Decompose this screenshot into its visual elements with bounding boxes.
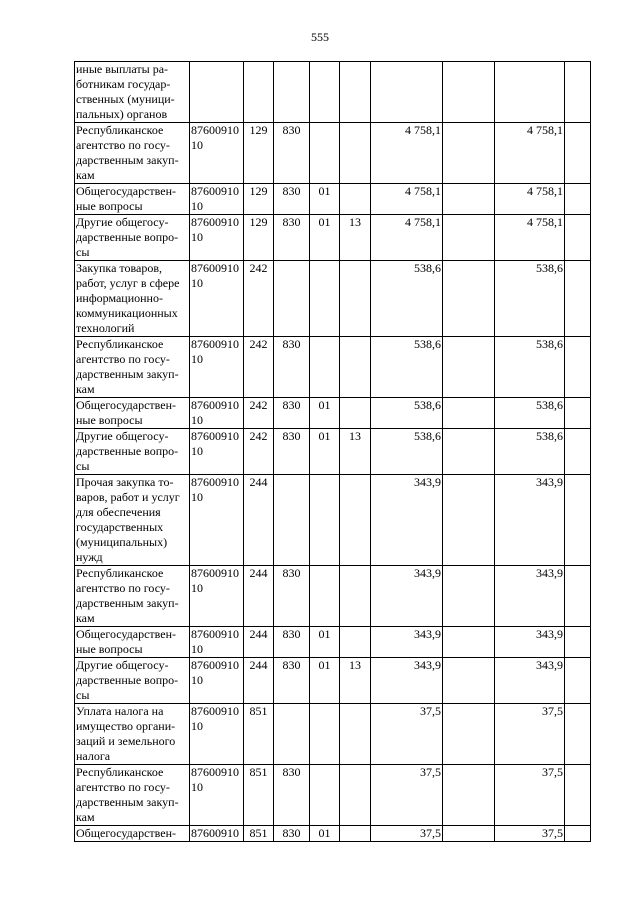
table-row	[75, 704, 591, 765]
section-cell: 01	[310, 658, 340, 704]
amount-second-cell: 37,5	[495, 704, 565, 765]
empty-cell	[565, 475, 591, 566]
target-article-cell: 87600910 10	[190, 337, 244, 398]
amount-second-cell: 343,9	[495, 475, 565, 566]
table-row	[75, 765, 591, 826]
subsection-cell	[340, 337, 371, 398]
budget-table-body	[75, 62, 591, 842]
amount-cell: 343,9	[371, 627, 443, 658]
empty-cell	[443, 475, 495, 566]
section-cell: 01	[310, 184, 340, 215]
empty-cell	[443, 429, 495, 475]
empty-cell	[565, 704, 591, 765]
amount-cell: 4 758,1	[371, 215, 443, 261]
table-row	[75, 398, 591, 429]
empty-cell	[565, 429, 591, 475]
administrator-cell	[274, 475, 310, 566]
amount-second-cell: 343,9	[495, 658, 565, 704]
amount-cell: 538,6	[371, 429, 443, 475]
target-article-cell	[190, 62, 244, 123]
row-name-cell: Общегосударствен- ные вопросы	[75, 184, 190, 215]
empty-cell	[443, 123, 495, 184]
target-article-cell: 87600910 10	[190, 398, 244, 429]
subsection-cell	[340, 826, 371, 842]
target-article-cell: 87600910 10	[190, 658, 244, 704]
section-cell	[310, 566, 340, 627]
table-row	[75, 566, 591, 627]
section-cell: 01	[310, 826, 340, 842]
section-cell	[310, 337, 340, 398]
table-row	[75, 123, 591, 184]
administrator-cell: 830	[274, 658, 310, 704]
amount-cell: 343,9	[371, 658, 443, 704]
target-article-cell: 87600910 10	[190, 123, 244, 184]
empty-cell	[443, 215, 495, 261]
subsection-cell	[340, 184, 371, 215]
target-article-cell: 87600910 10	[190, 215, 244, 261]
empty-cell	[565, 184, 591, 215]
empty-cell	[565, 627, 591, 658]
amount-cell: 4 758,1	[371, 184, 443, 215]
empty-cell	[443, 826, 495, 842]
section-cell: 01	[310, 215, 340, 261]
subsection-cell: 13	[340, 658, 371, 704]
target-article-cell: 87600910 10	[190, 765, 244, 826]
administrator-cell: 830	[274, 215, 310, 261]
amount-second-cell: 37,5	[495, 765, 565, 826]
amount-cell: 4 758,1	[371, 123, 443, 184]
target-article-cell: 87600910 10	[190, 627, 244, 658]
expense-type-cell: 244	[244, 475, 274, 566]
section-cell	[310, 62, 340, 123]
subsection-cell	[340, 62, 371, 123]
row-name-cell: Общегосударствен- ные вопросы	[75, 398, 190, 429]
amount-second-cell: 538,6	[495, 398, 565, 429]
section-cell	[310, 475, 340, 566]
expense-type-cell: 851	[244, 704, 274, 765]
subsection-cell	[340, 765, 371, 826]
section-cell	[310, 261, 340, 337]
subsection-cell	[340, 704, 371, 765]
empty-cell	[443, 337, 495, 398]
expense-type-cell: 851	[244, 765, 274, 826]
row-name-cell: Закупка товаров, работ, услуг в сфере информационно- коммуникационных технологий	[75, 261, 190, 337]
expense-type-cell: 129	[244, 184, 274, 215]
administrator-cell: 830	[274, 184, 310, 215]
empty-cell	[443, 62, 495, 123]
administrator-cell	[274, 261, 310, 337]
administrator-cell: 830	[274, 566, 310, 627]
expense-type-cell: 851	[244, 826, 274, 842]
section-cell: 01	[310, 627, 340, 658]
table-row	[75, 261, 591, 337]
amount-cell: 343,9	[371, 566, 443, 627]
section-cell	[310, 704, 340, 765]
target-article-cell: 87600910 10	[190, 475, 244, 566]
subsection-cell: 13	[340, 429, 371, 475]
administrator-cell	[274, 62, 310, 123]
expense-type-cell: 242	[244, 429, 274, 475]
subsection-cell	[340, 566, 371, 627]
amount-cell: 37,5	[371, 826, 443, 842]
row-name-cell: Республиканское агентство по госу- дарственным закуп- кам	[75, 337, 190, 398]
administrator-cell: 830	[274, 826, 310, 842]
amount-cell: 343,9	[371, 475, 443, 566]
subsection-cell	[340, 475, 371, 566]
empty-cell	[565, 337, 591, 398]
amount-cell	[371, 62, 443, 123]
section-cell: 01	[310, 398, 340, 429]
table-row	[75, 62, 591, 123]
table-row	[75, 184, 591, 215]
table-row	[75, 429, 591, 475]
empty-cell	[443, 261, 495, 337]
empty-cell	[443, 184, 495, 215]
expense-type-cell: 129	[244, 215, 274, 261]
administrator-cell: 830	[274, 627, 310, 658]
amount-second-cell: 538,6	[495, 261, 565, 337]
amount-cell: 37,5	[371, 765, 443, 826]
budget-table	[74, 61, 591, 842]
expense-type-cell: 129	[244, 123, 274, 184]
empty-cell	[443, 704, 495, 765]
amount-second-cell: 4 758,1	[495, 123, 565, 184]
amount-second-cell: 4 758,1	[495, 184, 565, 215]
empty-cell	[443, 658, 495, 704]
administrator-cell: 830	[274, 765, 310, 826]
table-row	[75, 627, 591, 658]
amount-second-cell: 343,9	[495, 566, 565, 627]
table-row	[75, 337, 591, 398]
row-name-cell: Уплата налога на имущество органи- заций и земельного налога	[75, 704, 190, 765]
subsection-cell	[340, 123, 371, 184]
empty-cell	[443, 765, 495, 826]
empty-cell	[443, 627, 495, 658]
target-article-cell: 87600910 10	[190, 566, 244, 627]
target-article-cell: 87600910 10	[190, 261, 244, 337]
amount-second-cell: 4 758,1	[495, 215, 565, 261]
empty-cell	[443, 566, 495, 627]
row-name-cell: Другие общегосу- дарственные вопро- сы	[75, 429, 190, 475]
empty-cell	[565, 261, 591, 337]
empty-cell	[565, 123, 591, 184]
administrator-cell: 830	[274, 429, 310, 475]
target-article-cell: 87600910 10	[190, 184, 244, 215]
administrator-cell	[274, 704, 310, 765]
subsection-cell: 13	[340, 215, 371, 261]
row-name-cell: Республиканское агентство по госу- дарственным закуп- кам	[75, 123, 190, 184]
expense-type-cell: 242	[244, 261, 274, 337]
subsection-cell	[340, 627, 371, 658]
section-cell: 01	[310, 429, 340, 475]
table-row	[75, 215, 591, 261]
expense-type-cell: 244	[244, 566, 274, 627]
administrator-cell: 830	[274, 337, 310, 398]
empty-cell	[565, 62, 591, 123]
administrator-cell: 830	[274, 398, 310, 429]
administrator-cell: 830	[274, 123, 310, 184]
expense-type-cell: 242	[244, 337, 274, 398]
expense-type-cell: 244	[244, 658, 274, 704]
empty-cell	[565, 215, 591, 261]
amount-cell: 538,6	[371, 261, 443, 337]
subsection-cell	[340, 261, 371, 337]
table-row	[75, 658, 591, 704]
row-name-cell: иные выплаты ра- ботникам государ- ственных (муници- пальных) органов	[75, 62, 190, 123]
amount-cell: 538,6	[371, 337, 443, 398]
row-name-cell: Республиканское агентство по госу- дарственным закуп- кам	[75, 765, 190, 826]
target-article-cell: 87600910	[190, 826, 244, 842]
empty-cell	[565, 826, 591, 842]
row-name-cell: Общегосударствен-	[75, 826, 190, 842]
amount-cell: 538,6	[371, 398, 443, 429]
row-name-cell: Общегосударствен- ные вопросы	[75, 627, 190, 658]
section-cell	[310, 765, 340, 826]
amount-second-cell	[495, 62, 565, 123]
row-name-cell: Другие общегосу- дарственные вопро- сы	[75, 658, 190, 704]
empty-cell	[565, 398, 591, 429]
page-number: 555	[311, 30, 329, 44]
amount-second-cell: 343,9	[495, 627, 565, 658]
expense-type-cell	[244, 62, 274, 123]
empty-cell	[565, 658, 591, 704]
section-cell	[310, 123, 340, 184]
row-name-cell: Республиканское агентство по госу- дарственным закуп- кам	[75, 566, 190, 627]
amount-cell: 37,5	[371, 704, 443, 765]
amount-second-cell: 538,6	[495, 337, 565, 398]
expense-type-cell: 242	[244, 398, 274, 429]
target-article-cell: 87600910 10	[190, 429, 244, 475]
target-article-cell: 87600910 10	[190, 704, 244, 765]
empty-cell	[565, 566, 591, 627]
subsection-cell	[340, 398, 371, 429]
row-name-cell: Другие общегосу- дарственные вопро- сы	[75, 215, 190, 261]
empty-cell	[565, 765, 591, 826]
expense-type-cell: 244	[244, 627, 274, 658]
empty-cell	[443, 398, 495, 429]
table-row	[75, 826, 591, 842]
amount-second-cell: 538,6	[495, 429, 565, 475]
amount-second-cell: 37,5	[495, 826, 565, 842]
table-row	[75, 475, 591, 566]
row-name-cell: Прочая закупка то- варов, работ и услуг для обеспечения государственных (муниципальных) нужд	[75, 475, 190, 566]
